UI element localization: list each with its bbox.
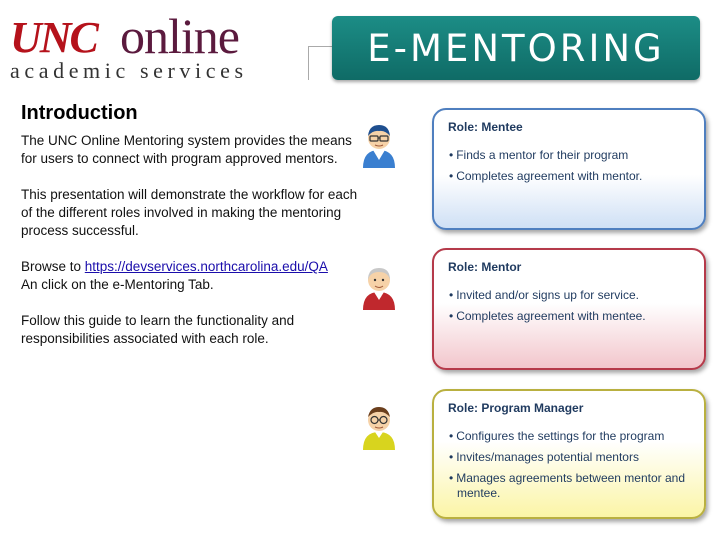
intro-paragraph-1: The UNC Online Mentoring system provides the means for users to connect with program approved mentors. xyxy=(21,133,352,166)
role-card-mentor xyxy=(432,248,706,370)
header-divider xyxy=(308,46,334,47)
mentee-responsibilities xyxy=(448,148,690,184)
list-item: • Invited and/or signs up for service. xyxy=(448,288,690,303)
list-item: • Finds a mentor for their program xyxy=(448,148,690,163)
program-manager-avatar-icon xyxy=(359,402,399,452)
devservices-link[interactable]: https://devservices.northcarolina.edu/QA xyxy=(84,259,328,274)
intro-paragraph-4: Follow this guide to learn the functionality and responsibilities associated with each role. xyxy=(21,313,295,346)
intro-title: Introduction xyxy=(21,102,138,124)
logo-online-text: online xyxy=(120,8,239,64)
mentee-avatar-icon xyxy=(359,120,399,170)
unc-online-logo xyxy=(8,10,308,82)
list-item: • Completes agreement with mentee. xyxy=(448,309,690,324)
role-title-mentor: Role: Mentor xyxy=(448,260,522,274)
intro-paragraph-3 xyxy=(21,258,361,294)
role-title-program-manager: Role: Program Manager xyxy=(448,401,584,415)
browse-suffix: An click on the e-Mentoring Tab. xyxy=(21,277,214,292)
role-card-program-manager xyxy=(432,389,706,519)
role-card-mentee xyxy=(432,108,706,230)
role-title-mentee: Role: Mentee xyxy=(448,120,523,134)
logo-subtitle: academic services xyxy=(10,58,248,83)
e-mentoring-banner xyxy=(332,16,700,80)
program-manager-responsibilities xyxy=(448,429,690,501)
list-item: • Invites/manages potential mentors xyxy=(448,450,690,465)
list-item: • Manages agreements between mentor and mentee. xyxy=(448,471,690,501)
intro-paragraph-2: This presentation will demonstrate the workflow for each of the different roles involved in making the mentoring process successful. xyxy=(21,187,358,238)
list-item: • Configures the settings for the program xyxy=(448,429,690,444)
browse-prefix: Browse to xyxy=(21,259,85,274)
mentor-avatar-icon xyxy=(359,262,399,312)
banner-title: E-MENTORING xyxy=(367,26,665,70)
list-item: • Completes agreement with mentor. xyxy=(448,169,690,184)
header-divider-vertical xyxy=(308,46,309,80)
mentor-responsibilities xyxy=(448,288,690,324)
logo-unc-text: UNC xyxy=(10,13,97,62)
